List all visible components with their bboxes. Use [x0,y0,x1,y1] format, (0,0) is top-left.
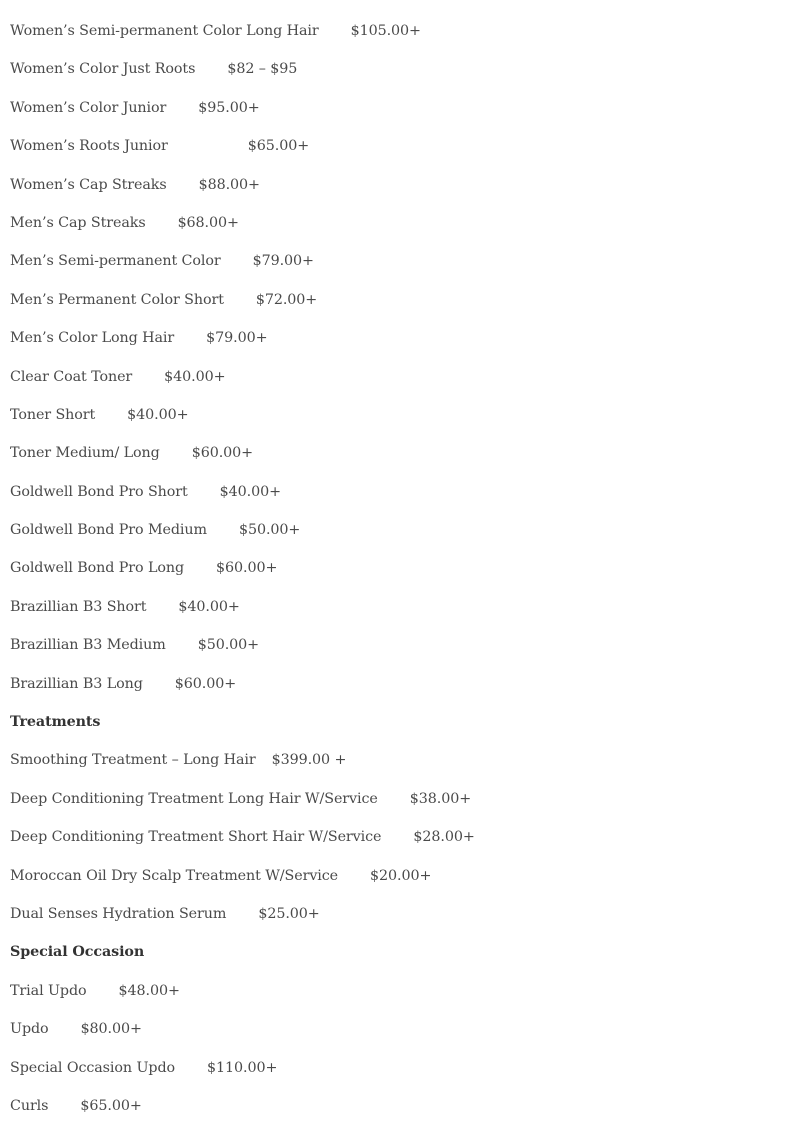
service-name: Brazillian B3 Long [10,675,143,692]
service-name: Curls [10,1097,49,1114]
service-price: $399.00 + [271,752,347,769]
service-price: $65.00+ [247,138,310,155]
service-price: $40.00+ [178,598,240,615]
service-name: Toner Short [10,406,96,423]
service-row [10,674,475,712]
service-price: $48.00+ [118,982,180,999]
service-name: Special Occasion Updo [10,1059,176,1076]
service-row [10,405,475,443]
service-name: Women’s Roots Junior [10,138,168,155]
service-name: Men’s Cap Streaks [10,214,146,231]
section-heading: Special Occasion [10,944,145,961]
service-name: Deep Conditioning Treatment Long Hair W/Service [10,790,378,807]
service-row [10,482,475,520]
service-price: $50.00+ [197,637,260,654]
service-price: $38.00+ [409,790,472,807]
service-row [10,827,475,865]
service-price: $72.00+ [255,291,318,308]
service-price: $40.00+ [164,368,226,385]
service-price: $80.00+ [80,1021,142,1038]
service-name: Goldwell Bond Pro Medium [10,522,207,539]
service-price: $88.00+ [198,176,260,193]
service-row [10,98,475,136]
service-row [10,1096,475,1134]
service-name: Goldwell Bond Pro Long [10,560,185,577]
service-price: $20.00+ [370,867,432,884]
service-price: $28.00+ [413,829,475,846]
service-price: $25.00+ [258,905,320,922]
service-name: Moroccan Oil Dry Scalp Treatment W/Service [10,867,339,884]
service-name: Toner Medium/ Long [10,445,160,462]
service-price: $79.00+ [206,330,268,347]
service-row [10,367,475,405]
service-name: Men’s Permanent Color Short [10,291,224,308]
service-price: $95.00+ [198,99,260,116]
service-price: $60.00+ [191,445,254,462]
service-price: $82 – $95 [227,61,298,78]
service-price: $79.00+ [252,253,314,270]
service-name: Women’s Semi-permanent Color Long Hair [10,23,319,39]
service-row [10,328,475,366]
service-name: Dual Senses Hydration Serum [10,905,227,922]
service-row [10,981,475,1019]
service-row [10,251,475,289]
service-price: $110.00+ [207,1059,278,1076]
service-price: $60.00+ [174,675,237,692]
service-row [10,750,475,788]
service-name: Clear Coat Toner [10,368,133,385]
service-price: $60.00+ [216,560,278,577]
service-row [10,59,475,97]
service-price: $40.00+ [127,406,189,423]
service-name: Smoothing Treatment – Long Hair [10,752,256,769]
service-row [10,558,475,596]
service-row [10,597,475,635]
section-heading: Treatments [10,714,101,731]
service-name: Deep Conditioning Treatment Short Hair W/Service [10,829,382,846]
service-row [10,136,475,174]
service-name: Women’s Cap Streaks [10,176,167,193]
service-name: Goldwell Bond Pro Short [10,483,188,500]
service-price: $50.00+ [238,522,301,539]
service-row [10,290,475,328]
service-name: Women’s Color Junior [10,99,167,116]
price-list [10,21,475,1134]
service-row [10,213,475,251]
service-row [10,904,475,942]
service-name: Men’s Color Long Hair [10,330,175,347]
service-price: $105.00+ [350,23,421,39]
service-row [10,175,475,213]
service-row [10,443,475,481]
service-row [10,789,475,827]
service-row [10,1019,475,1057]
service-name: Trial Updo [10,982,87,999]
service-row [10,866,475,904]
service-row [10,21,475,59]
service-name: Women’s Color Just Roots [10,61,196,78]
service-name: Updo [10,1021,49,1038]
service-name: Brazillian B3 Medium [10,637,166,654]
service-price: $65.00+ [80,1097,142,1114]
service-row [10,635,475,673]
service-price: $40.00+ [219,483,281,500]
service-name: Brazillian B3 Short [10,598,147,615]
service-row [10,520,475,558]
service-row [10,1058,475,1096]
service-price: $68.00+ [177,214,239,231]
service-name: Men’s Semi-permanent Color [10,253,221,270]
